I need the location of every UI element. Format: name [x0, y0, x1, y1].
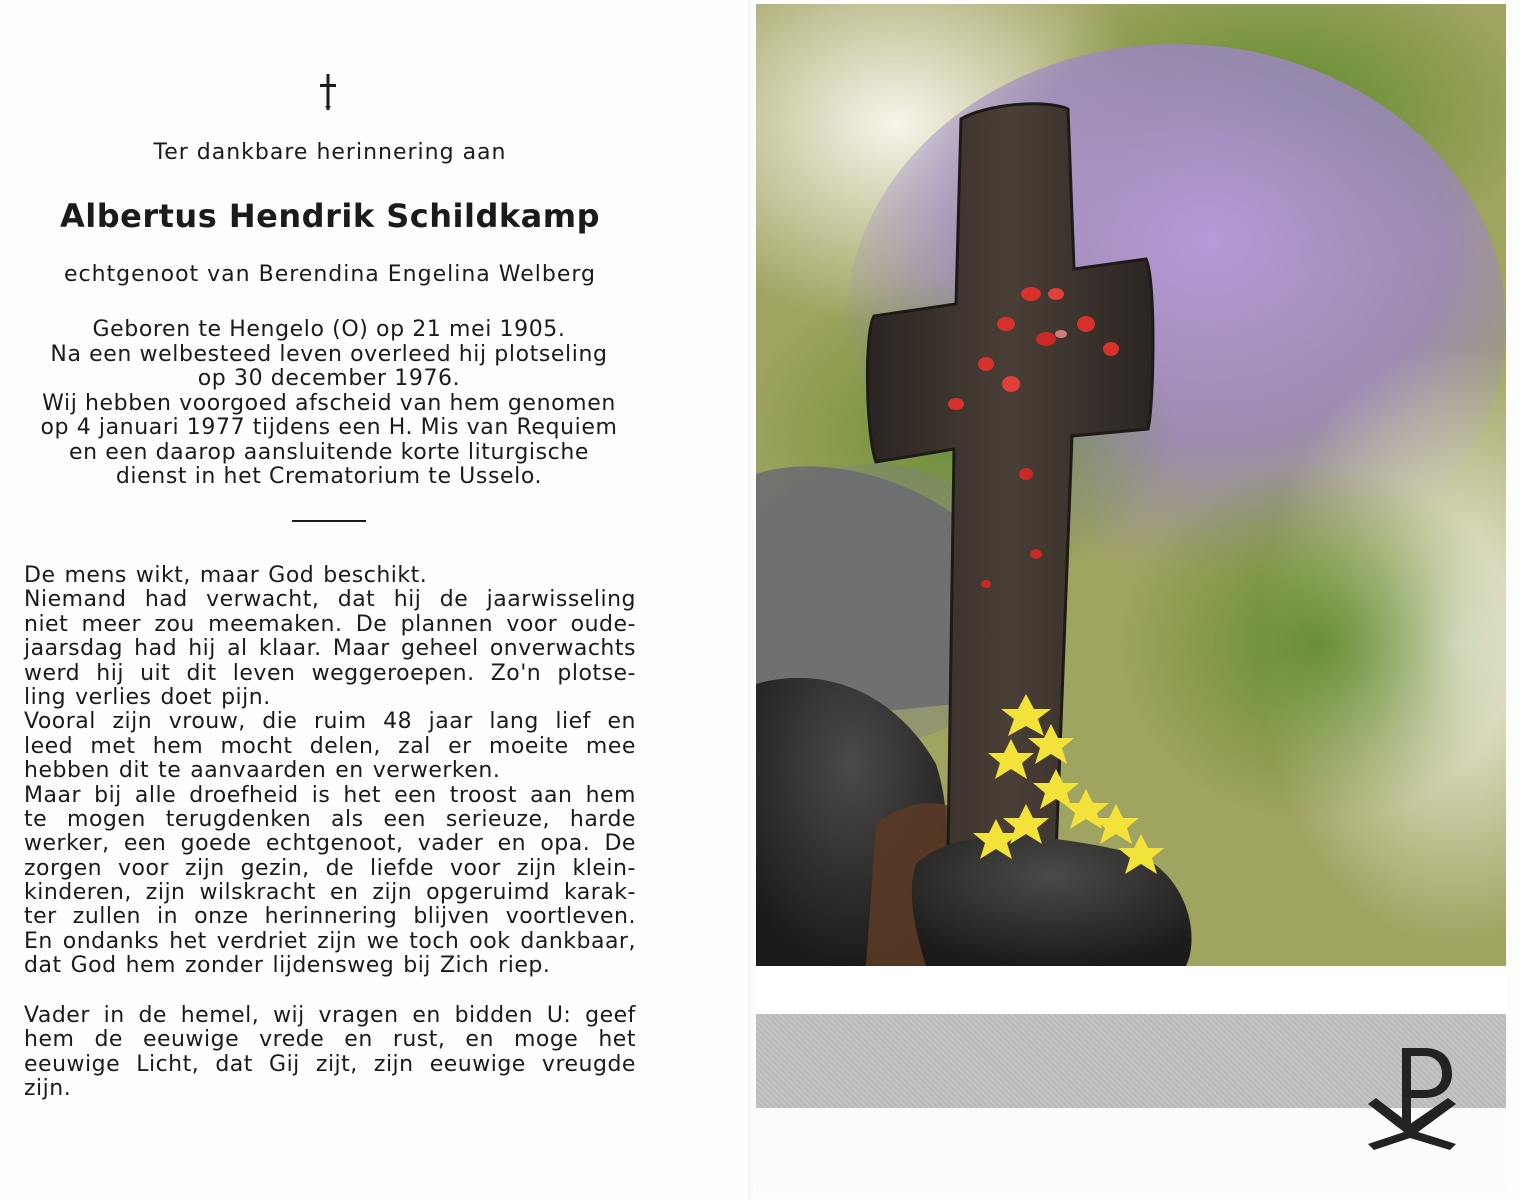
life-line: en een daarop aansluitende korte liturgische: [68, 439, 590, 465]
tribute-line: leed met hem mocht delen, zal er moeite mee: [24, 733, 636, 759]
white-band: [756, 966, 1506, 1014]
life-line: op 30 december 1976.: [197, 366, 461, 391]
tribute-text: [24, 564, 636, 979]
text-panel: [0, 0, 748, 1200]
prayer-line: hem de eeuwige vrede en rust, en moge het: [24, 1027, 636, 1053]
prayer-line: Vader in de hemel, wij vragen en bidden U: geef: [24, 1003, 636, 1028]
spouse-line: echtgenoot van Berendina Engelina Welberg: [63, 262, 596, 287]
tribute-line: kinderen, zijn wilskracht en zijn opgeruimd karak-: [24, 880, 636, 906]
tribute-line: En ondanks het verdriet zijn we toch ook dankbaar,: [24, 928, 636, 954]
tribute-line: jaarsdag had hij al klaar. Maar geheel onverwachts: [24, 636, 636, 662]
tribute-line: zorgen voor zijn gezin, de liefde voor zijn klein-: [24, 855, 636, 881]
tribute-line: Niemand had verwacht, dat hij de jaarwisseling: [24, 587, 636, 613]
tribute-line: Vooral zijn vrouw, die ruim 48 jaar lang lief en: [24, 709, 636, 735]
prayer-line: zijn.: [24, 1076, 72, 1102]
chi-rho-icon: [1362, 1040, 1462, 1150]
deceased-name: Albertus Hendrik Schildkamp: [60, 197, 600, 235]
life-line: Wij hebben voorgoed afscheid van hem genomen: [42, 390, 616, 416]
tribute-line: ling verlies doet pijn.: [24, 684, 271, 710]
cross-photo-illustration: [756, 4, 1506, 966]
tribute-line: te mogen terugdenken als een serieuze, harde: [24, 806, 636, 832]
intro-line: Ter dankbare herinnering aan: [153, 140, 507, 165]
tribute-line: werker, een goede echtgenoot, vader en opa. De: [24, 831, 636, 857]
tribute-line: hebben dit te aanvaarden en verwerken.: [24, 758, 501, 784]
tribute-line: niet meer zou meemaken. De plannen voor oude-: [24, 611, 636, 637]
card-fold: [748, 0, 756, 1200]
tribute-line: ter zullen in onze herinnering blijven voortleven.: [24, 904, 636, 930]
cross-icon: [318, 72, 338, 112]
life-line: Geboren te Hengelo (O) op 21 mei 1905.: [92, 317, 566, 342]
cross-photo: [756, 4, 1506, 966]
divider: [292, 520, 366, 522]
prayer-text: [24, 1004, 636, 1102]
life-line: Na een welbesteed leven overleed hij plotseling: [50, 341, 608, 367]
life-line: dienst in het Crematorium te Usselo.: [115, 464, 543, 489]
tribute-line: werd hij uit dit leven weggeroepen. Zo'n plotse-: [24, 660, 636, 686]
tribute-line: De mens wikt, maar God beschikt.: [24, 563, 428, 588]
life-details: [18, 318, 640, 490]
tribute-line: dat God hem zonder lijdensweg bij Zich riep.: [24, 953, 551, 979]
life-line: op 4 januari 1977 tijdens een H. Mis van Requiem: [40, 415, 618, 440]
prayer-line: eeuwige Licht, dat Gij zijt, zijn eeuwige vreugde: [24, 1051, 636, 1077]
tribute-line: Maar bij alle droefheid is het een troost aan hem: [24, 782, 636, 808]
